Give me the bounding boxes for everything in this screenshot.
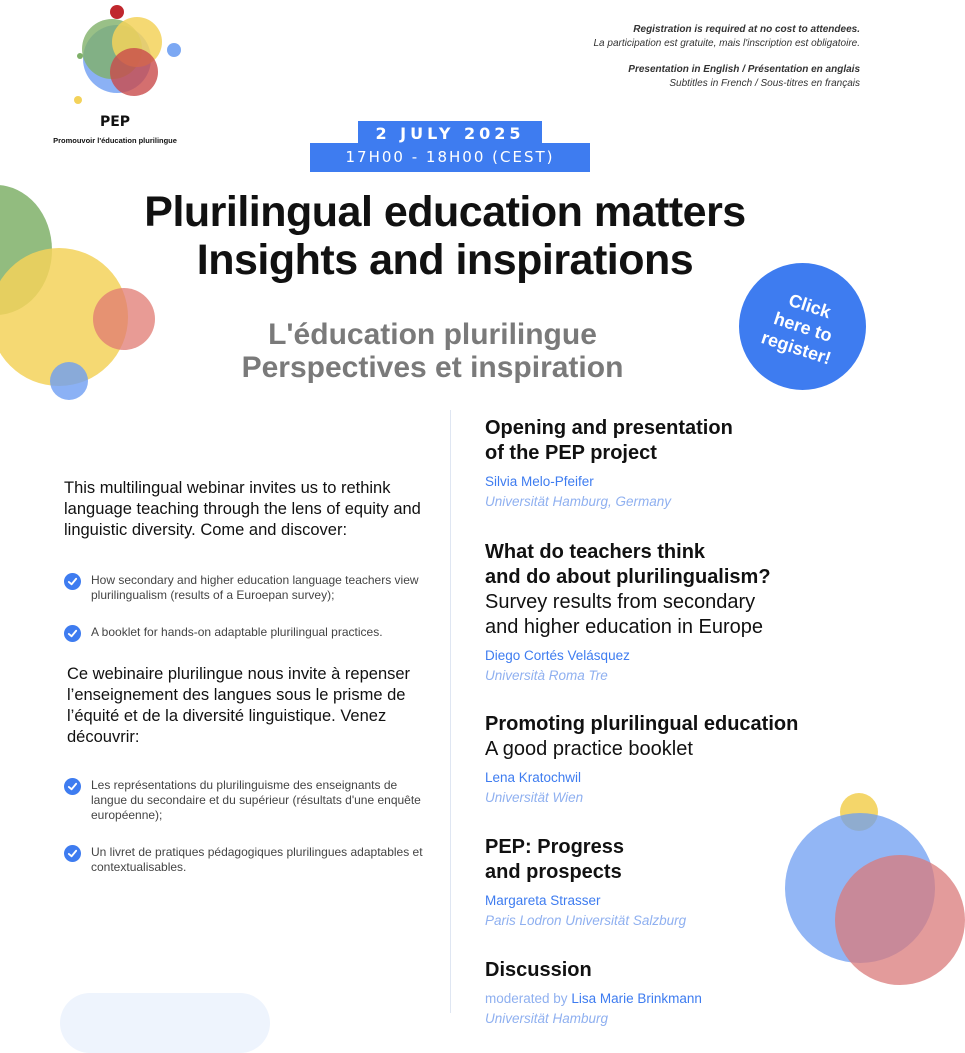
logo-title: PEP xyxy=(99,114,131,130)
session-title-line: and do about plurilingualism? xyxy=(485,566,771,588)
title-line-1: Plurilingual education matters xyxy=(144,188,746,236)
bullet-text: How secondary and higher education language teachers view plurilingualism (results of a Euroepan survey); xyxy=(91,573,419,602)
list-item xyxy=(64,778,424,823)
logo-subtitle: Promouvoir l'éducation plurilingue xyxy=(53,136,177,145)
intro-fr: Ce webinaire plurilingue nous invite à repenser l’enseignement des langues sous le prisme de l’équité et de la diversité linguistique. Venez découvrir: xyxy=(67,665,411,746)
speaker-affiliation: Universität Wien xyxy=(485,790,584,805)
event-date-badge: 2 JULY 2025 xyxy=(358,121,542,147)
speaker-affiliation: Universität Hamburg, Germany xyxy=(485,494,672,509)
session-title: Promoting plurilingual education xyxy=(485,713,799,735)
check-icon xyxy=(64,845,81,862)
register-button[interactable] xyxy=(739,263,866,390)
title-line-2: Insights and inspirations xyxy=(196,236,694,284)
speaker-name: Lisa Marie Brinkmann xyxy=(571,991,702,1006)
agenda xyxy=(485,416,865,1029)
session-description: A good practice booklet xyxy=(485,738,693,760)
check-icon xyxy=(64,625,81,642)
agenda-item-discussion xyxy=(485,958,865,1029)
agenda-item-opening xyxy=(485,416,865,512)
column-divider xyxy=(450,410,451,1013)
moderator-line xyxy=(485,989,865,1009)
bullet-text: A booklet for hands-on adaptable plurilingual practices. xyxy=(91,625,383,639)
note-subtitles: Subtitles in French / Sous-titres en français xyxy=(669,78,860,89)
session-description xyxy=(485,590,865,640)
check-icon xyxy=(64,778,81,795)
registration-notes xyxy=(594,23,861,91)
bottom-pill xyxy=(60,993,270,1053)
subtitle-line-2: Perspectives et inspiration xyxy=(241,351,624,384)
list-item xyxy=(64,625,424,642)
session-desc-line: Survey results from secondary xyxy=(485,591,756,613)
list-item xyxy=(64,573,424,603)
logo-circles-icon xyxy=(62,4,192,114)
session-title xyxy=(485,835,865,885)
speaker-affiliation: Università Roma Tre xyxy=(485,668,608,683)
session-title: Discussion xyxy=(485,959,592,981)
speaker-affiliation: Universität Hamburg xyxy=(485,1011,609,1026)
note-registration-fr: La participation est gratuite, mais l'inscription est obligatoire. xyxy=(593,38,860,49)
speaker-name: Lena Kratochwil xyxy=(485,770,582,785)
intro-en: This multilingual webinar invites us to rethink language teaching through the lens of equity and linguistic diversity. Come and discover: xyxy=(64,479,421,539)
subtitle-line-1: L'éducation plurilingue xyxy=(268,318,597,351)
note-language: Presentation in English / Présentation en anglais xyxy=(628,64,860,75)
bullet-text: Un livret de pratiques pédagogiques plurilingues adaptables et contextualisables. xyxy=(91,845,423,874)
bullets-en xyxy=(64,573,424,642)
page-title xyxy=(0,188,890,284)
description-column xyxy=(64,478,424,897)
bullets-fr xyxy=(64,778,424,875)
session-title-line: and prospects xyxy=(485,861,622,883)
note-registration-en: Registration is required at no cost to attendees. xyxy=(633,24,860,35)
speaker-name: Margareta Strasser xyxy=(485,893,601,908)
session-title-line: of the PEP project xyxy=(485,442,657,464)
session-title-line: PEP: Progress xyxy=(485,836,624,858)
agenda-item-progress xyxy=(485,835,865,931)
session-title xyxy=(485,540,865,590)
register-label: Click here to register! xyxy=(758,289,835,369)
pep-logo xyxy=(40,0,200,150)
agenda-item-booklet xyxy=(485,712,865,808)
session-desc-line: and higher education in Europe xyxy=(485,616,763,638)
check-icon xyxy=(64,573,81,590)
event-time-badge: 17H00 - 18H00 (CEST) xyxy=(310,143,590,172)
list-item xyxy=(64,845,424,875)
session-title-line: What do teachers think xyxy=(485,541,706,563)
agenda-item-survey xyxy=(485,540,865,686)
session-title xyxy=(485,416,865,466)
moderated-prefix: moderated by xyxy=(485,991,568,1006)
bullet-text: Les représentations du plurilinguisme des enseignants de langue du secondaire et du supérieur (résultats d'une enquête européenne); xyxy=(91,778,421,822)
page-subtitle-fr xyxy=(0,318,865,384)
speaker-name: Silvia Melo-Pfeifer xyxy=(485,474,594,489)
session-title-line: Opening and presentation xyxy=(485,417,733,439)
speaker-affiliation: Paris Lodron Universität Salzburg xyxy=(485,913,687,928)
speaker-name: Diego Cortés Velásquez xyxy=(485,648,630,663)
